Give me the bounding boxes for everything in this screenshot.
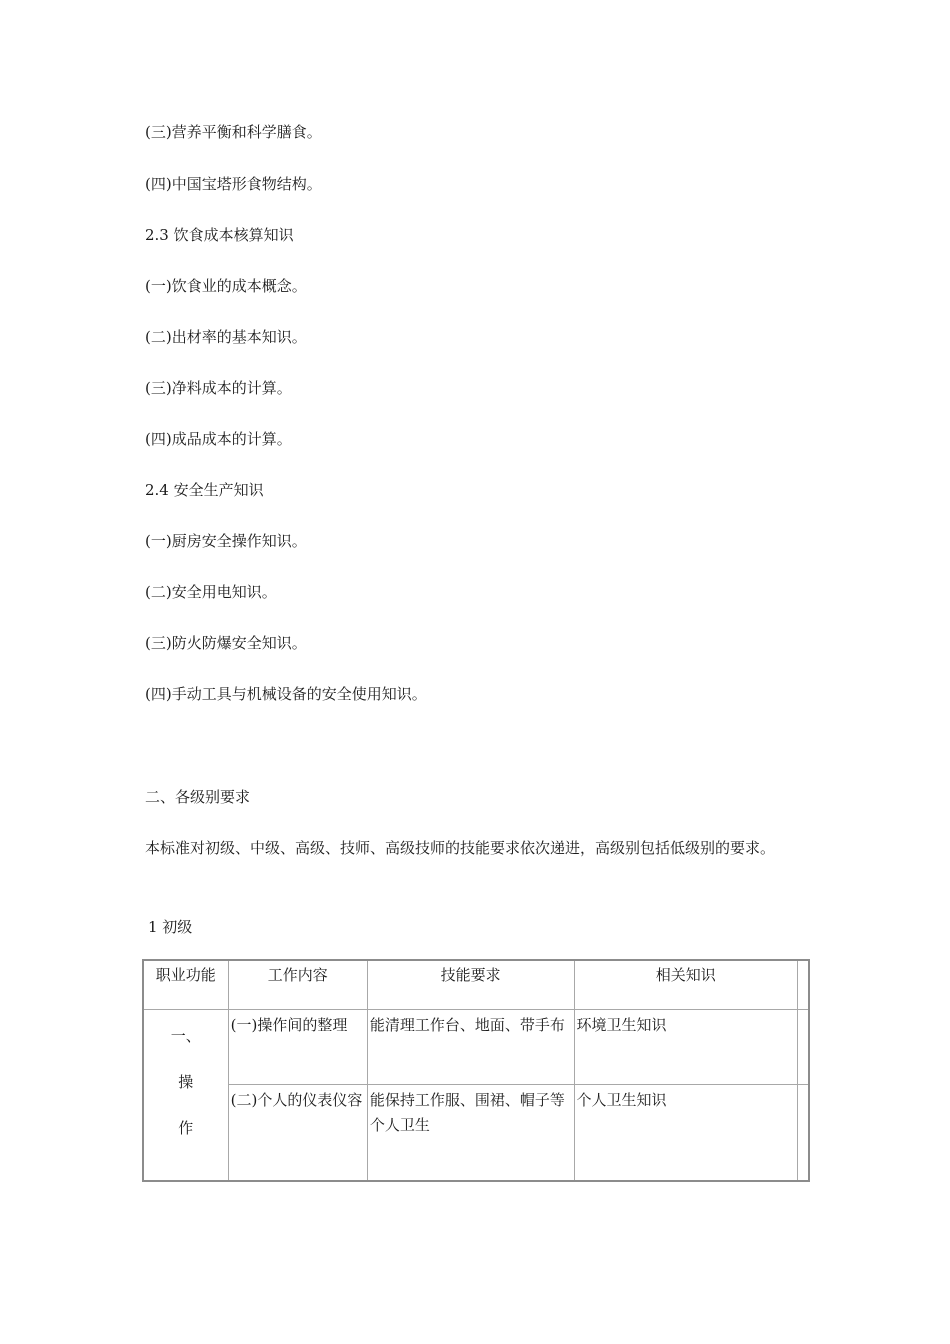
skill-cell: 能清理工作台、地面、带手布 — [367, 1010, 574, 1085]
section-intro: 本标准对初级、中级、高级、技师、高级技师的技能要求依次递进，高级别包括低级别的要求。 — [145, 839, 776, 857]
function-label-3: 作 — [178, 1119, 194, 1137]
line-1: (三)营养平衡和科学膳食。 — [145, 123, 322, 141]
table-edge-cell — [798, 960, 809, 1010]
line-9: (一)厨房安全操作知识。 — [145, 532, 307, 550]
table-edge-cell — [798, 1085, 809, 1182]
table-header-row — [143, 960, 809, 1010]
line-12: (四)手动工具与机械设备的安全使用知识。 — [145, 685, 427, 703]
skills-table — [142, 959, 810, 1182]
subsection-heading-2-3: 2.3 饮食成本核算知识 — [145, 226, 294, 244]
knowledge-cell: 个人卫生知识 — [574, 1085, 797, 1182]
function-label-1: 一、 — [170, 1027, 201, 1045]
table-row — [143, 1010, 809, 1085]
line-5: (二)出材率的基本知识。 — [145, 328, 307, 346]
line-2: (四)中国宝塔形食物结构。 — [145, 175, 322, 193]
table-row — [143, 1085, 809, 1182]
level-heading: 1 初级 — [148, 918, 193, 936]
skill-cell: 能保持工作服、围裙、帽子等个人卫生 — [367, 1085, 574, 1182]
section-heading: 二、各级别要求 — [145, 788, 251, 806]
knowledge-cell: 环境卫生知识 — [574, 1010, 797, 1085]
line-11: (三)防火防爆安全知识。 — [145, 634, 307, 652]
function-label-2: 操 — [178, 1073, 194, 1091]
header-knowledge: 相关知识 — [574, 960, 797, 1010]
function-cell — [143, 1010, 228, 1182]
content-cell: (二)个人的仪表仪容 — [228, 1085, 367, 1182]
table-edge-cell — [798, 1010, 809, 1085]
header-content: 工作内容 — [228, 960, 367, 1010]
header-function: 职业功能 — [143, 960, 228, 1010]
line-4: (一)饮食业的成本概念。 — [145, 277, 307, 295]
line-7: (四)成品成本的计算。 — [145, 430, 292, 448]
content-cell: (一)操作间的整理 — [228, 1010, 367, 1085]
line-6: (三)净料成本的计算。 — [145, 379, 292, 397]
subsection-heading-2-4: 2.4 安全生产知识 — [145, 481, 264, 499]
line-10: (二)安全用电知识。 — [145, 583, 277, 601]
header-skill: 技能要求 — [367, 960, 574, 1010]
